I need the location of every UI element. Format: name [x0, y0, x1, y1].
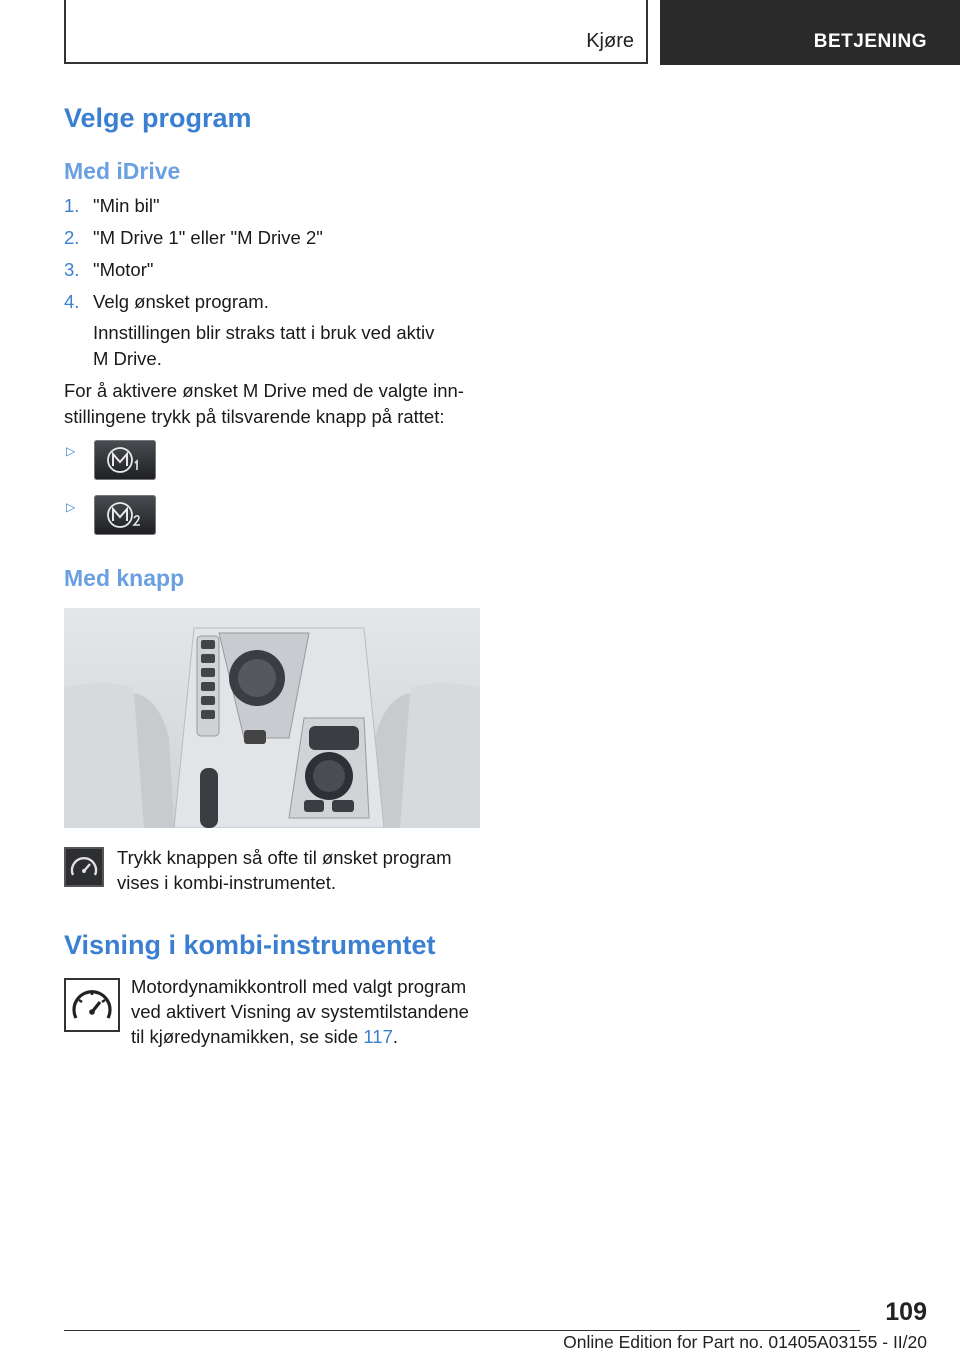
list-text: "Min bil": [93, 195, 160, 216]
kombi-line3: [131, 1024, 398, 1049]
list-number: 1.: [64, 195, 80, 216]
list-text: Velg ønsket program.: [93, 291, 269, 312]
bullet-triangle-icon: ▷: [66, 500, 76, 514]
list-number: 3.: [64, 259, 80, 280]
list-text: "M Drive 1" eller "M Drive 2": [93, 227, 323, 248]
step4-note-line2: M Drive.: [93, 348, 162, 369]
footer-divider: [64, 1330, 860, 1331]
m2-button-icon: [94, 495, 156, 535]
m1-button-icon: [94, 440, 156, 480]
header-chapter: BETJENING: [813, 31, 927, 52]
header-section-box: [64, 0, 648, 64]
page-number: 109: [885, 1298, 927, 1326]
speedometer-icon: [64, 978, 120, 1032]
header-chapter-box: [660, 0, 960, 65]
heading-idrive: Med iDrive: [64, 158, 181, 184]
list-number: 2.: [64, 227, 80, 248]
page-reference-link[interactable]: 117: [363, 1026, 393, 1047]
paragraph-line2: stillingene trykk på tilsvarende knapp på rattet:: [64, 406, 445, 427]
kombi-line2: ved aktivert Visning av systemtilstandene: [131, 1001, 469, 1022]
bullet-triangle-icon: ▷: [66, 444, 76, 458]
speedometer-icon: [64, 847, 104, 887]
knapp-note-line2: vises i kombi-instrumentet.: [117, 872, 336, 893]
heading-knapp: Med knapp: [64, 565, 185, 591]
kombi-line1: Motordynamikkontroll med valgt program: [131, 976, 467, 997]
paragraph-line1: For å aktivere ønsket M Drive med de valgte inn-: [64, 380, 464, 401]
center-console-illustration: [64, 608, 480, 828]
heading-kombi: Visning i kombi-instrumentet: [64, 930, 436, 960]
kombi-line3-suffix: .: [392, 1026, 399, 1047]
footer-edition: Online Edition for Part no. 01405A03155 - II/20: [563, 1332, 927, 1352]
header-section: Kjøre: [586, 30, 634, 52]
page-title: Velge program: [64, 103, 252, 133]
knapp-note-line1: Trykk knappen så ofte til ønsket program: [117, 847, 452, 868]
list-number: 4.: [64, 291, 80, 312]
step4-note-line1: Innstillingen blir straks tatt i bruk ved aktiv: [93, 322, 435, 343]
list-text: "Motor": [93, 259, 154, 280]
kombi-line3-prefix: til kjøredynamikken, se side: [131, 1026, 364, 1047]
